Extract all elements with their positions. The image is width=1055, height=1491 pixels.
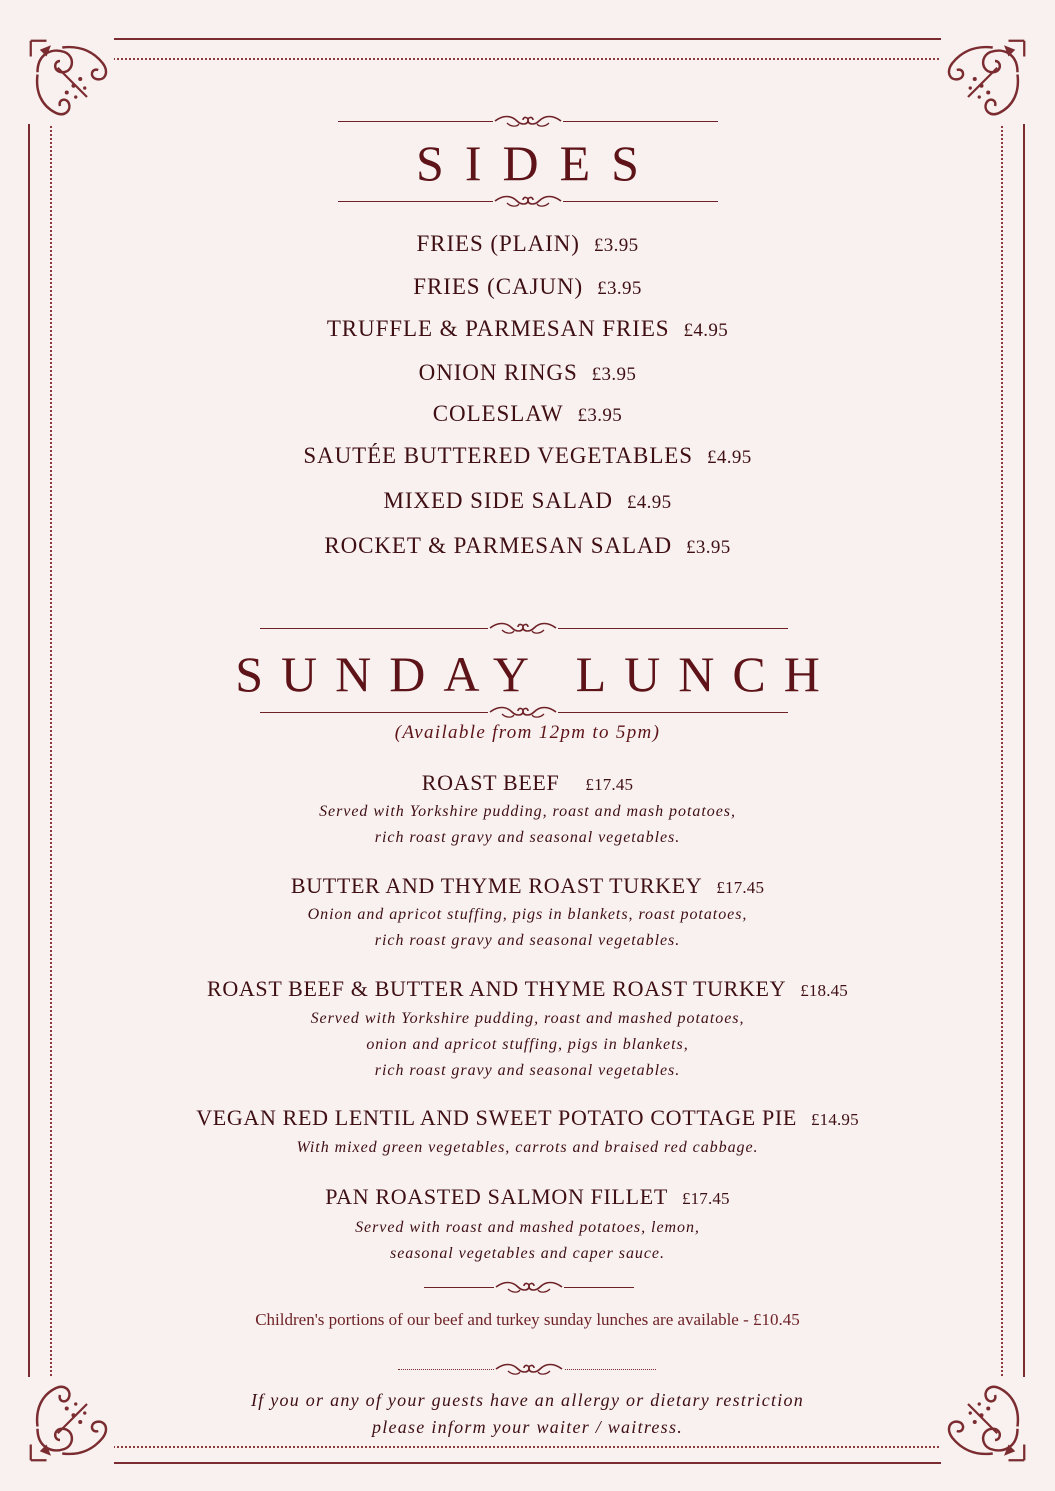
side-price: £4.95	[706, 447, 752, 468]
dish-description: Served with Yorkshire pudding, roast and mash potatoes,	[319, 803, 736, 820]
list-item	[0, 443, 1055, 469]
dish-name: ROAST BEEF & BUTTER AND THYME ROAST TURKEY	[207, 976, 787, 1001]
dish-description: rich roast gravy and seasonal vegetables.	[374, 932, 681, 949]
side-price: £4.95	[626, 492, 672, 513]
side-price: £4.95	[683, 320, 729, 341]
dish-name: BUTTER AND THYME ROAST TURKEY	[290, 873, 703, 898]
dish-name: VEGAN RED LENTIL AND SWEET POTATO COTTAGE PIE	[196, 1105, 797, 1130]
side-name: SAUTÉE BUTTERED VEGETABLES	[303, 443, 693, 468]
allergy-notice: If you or any of your guests have an allergy or dietary restriction	[250, 1390, 804, 1410]
dish-price: £18.45	[800, 981, 848, 1000]
dish-price: £14.95	[811, 1110, 859, 1129]
list-item	[0, 274, 1055, 300]
availability-note: (Available from 12pm to 5pm)	[394, 722, 661, 743]
corner-ornament-icon	[24, 34, 114, 124]
side-price: £3.95	[591, 364, 637, 385]
side-price: £3.95	[593, 235, 639, 256]
sides-heading: SIDES	[416, 135, 660, 191]
dish-description: rich roast gravy and seasonal vegetables.	[374, 1062, 681, 1079]
dish-title	[0, 1105, 1055, 1131]
dish-description: Served with roast and mashed potatoes, lemon,	[355, 1219, 700, 1236]
dish-description: With mixed green vegetables, carrots and braised red cabbage.	[296, 1139, 759, 1156]
side-price: £3.95	[577, 405, 623, 426]
dish-price: £17.45	[716, 878, 765, 897]
dish-description: Onion and apricot stuffing, pigs in blankets, roast potatoes,	[307, 906, 748, 923]
corner-ornament-icon	[941, 34, 1031, 124]
side-name: COLESLAW	[432, 401, 564, 426]
flourish-divider-icon	[494, 1279, 564, 1295]
dish-title	[0, 976, 1055, 1002]
list-item	[0, 360, 1055, 386]
list-item	[0, 401, 1055, 427]
side-name: FRIES (PLAIN)	[416, 231, 580, 256]
list-item	[0, 316, 1055, 342]
dish-description: Served with Yorkshire pudding, roast and mashed potatoes,	[310, 1010, 745, 1027]
flourish-divider-icon	[493, 193, 563, 209]
dish-name: PAN ROASTED SALMON FILLET	[325, 1184, 668, 1209]
list-item	[0, 533, 1055, 559]
side-name: TRUFFLE & PARMESAN FRIES	[326, 316, 670, 341]
dish-price: £17.45	[585, 775, 634, 794]
dish-price: £17.45	[681, 1189, 730, 1208]
dish-description: seasonal vegetables and caper sauce.	[390, 1245, 665, 1262]
flourish-divider-icon	[494, 1361, 564, 1377]
dish-title	[0, 1184, 1055, 1210]
flourish-divider-icon	[488, 704, 558, 720]
dish-description: rich roast gravy and seasonal vegetables.	[374, 829, 681, 846]
side-name: ROCKET & PARMESAN SALAD	[324, 533, 673, 558]
allergy-notice: please inform your waiter / waitress.	[372, 1417, 683, 1437]
side-price: £3.95	[686, 537, 731, 558]
side-name: MIXED SIDE SALAD	[383, 488, 613, 513]
list-item	[0, 231, 1055, 257]
dish-description: onion and apricot stuffing, pigs in blankets,	[366, 1036, 689, 1053]
side-name: ONION RINGS	[418, 360, 578, 385]
dish-name: ROAST BEEF	[421, 770, 560, 795]
children-portions-note: Children's portions of our beef and turkey sunday lunches are available - £10.45	[255, 1310, 800, 1329]
list-item	[0, 488, 1055, 514]
flourish-divider-icon	[493, 113, 563, 129]
dish-title	[0, 873, 1055, 899]
sunday-lunch-heading: SUNDAY LUNCH	[235, 646, 838, 702]
flourish-divider-icon	[488, 620, 558, 636]
side-price: £3.95	[597, 278, 642, 299]
side-name: FRIES (CAJUN)	[413, 274, 584, 299]
dish-title	[0, 770, 1055, 796]
